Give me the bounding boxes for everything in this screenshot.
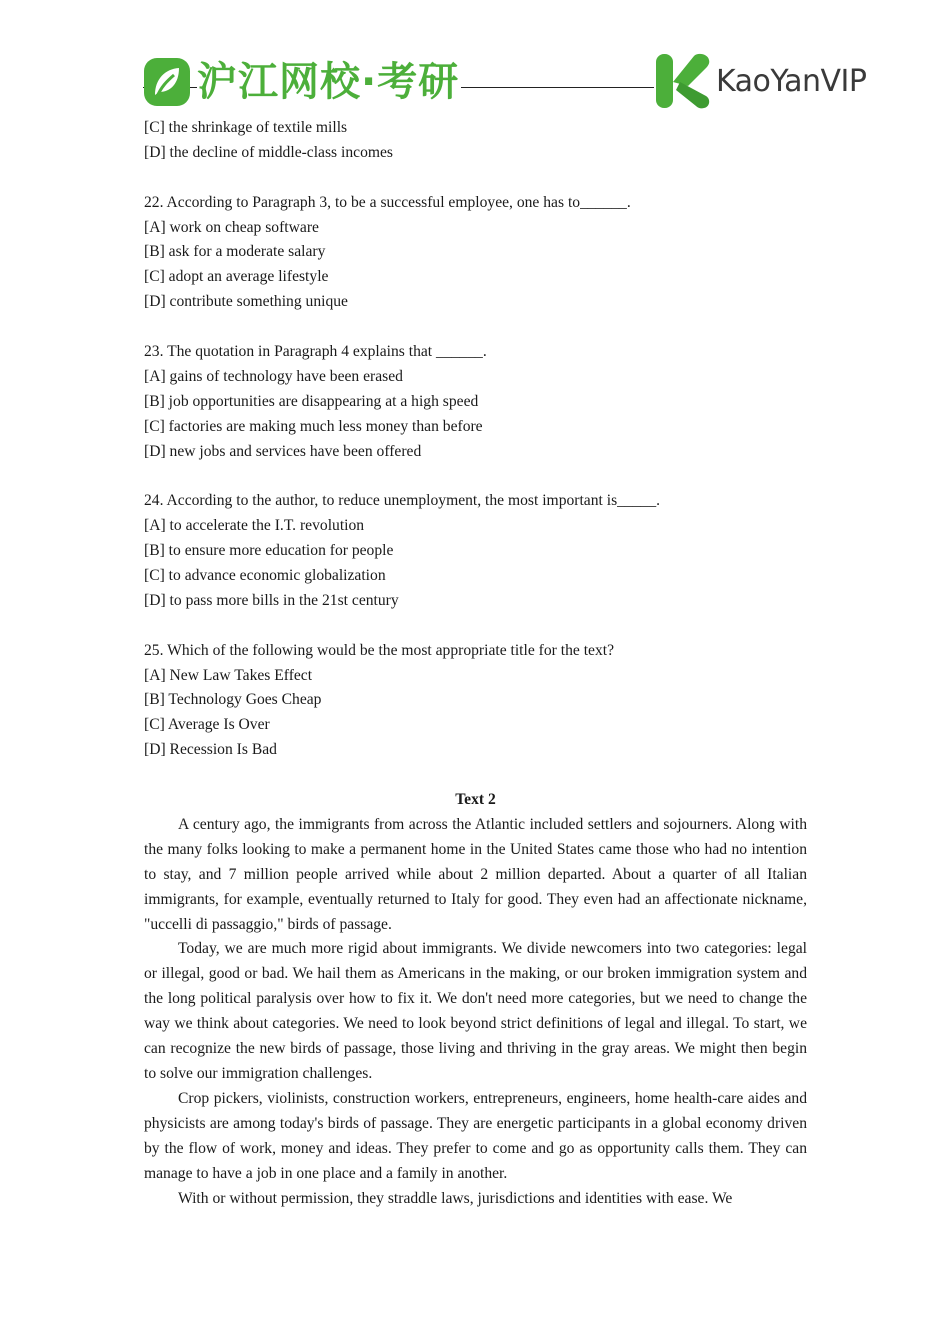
- option-text: [A] gains of technology have been erased: [144, 367, 403, 385]
- question-stem: 25. Which of the following would be the most appropriate title for the text?: [144, 641, 615, 659]
- option-text: [C] to advance economic globalization: [144, 567, 386, 585]
- option-text: [D] contribute something unique: [144, 293, 348, 311]
- option-text: [C] adopt an average lifestyle: [144, 268, 329, 286]
- option-text: [D] the decline of middle-class incomes: [144, 143, 393, 161]
- option-text: [A] to accelerate the I.T. revolution: [144, 517, 365, 535]
- question-24: [144, 489, 807, 613]
- option-text: [D] new jobs and services have been offered: [144, 442, 422, 460]
- page-header: [0, 0, 950, 120]
- section-title: Text 2: [455, 791, 496, 809]
- option-text: [D] Recession Is Bad: [144, 741, 277, 759]
- passage-paragraph: Today, we are much more rigid about immigrants. We divide newcomers into two categories: legal or illegal, good or bad. We hail them as Americans in the making, or our broken immigration system and the long political paralysis over how to fix it. We don't need more categories, but we need to change the way we think about categories. We need to look beyond strict definitions of legal and illegal. To start, we can recognize the new birds of passage, those living and thriving in the gray areas. We might then begin to solve our immigration challenges.: [144, 940, 807, 1082]
- option-text: [B] ask for a moderate salary: [144, 243, 326, 261]
- question-22: [144, 191, 807, 315]
- passage-paragraph: With or without permission, they straddle laws, jurisdictions and identities with ease. We: [178, 1189, 733, 1207]
- k-logo-icon: [654, 52, 712, 110]
- option-text: [B] to ensure more education for people: [144, 542, 394, 560]
- leaf-icon: [143, 57, 191, 107]
- question-25: [144, 639, 807, 763]
- option-text: [D] to pass more bills in the 21st century: [144, 591, 399, 609]
- document-body: [144, 116, 807, 1211]
- question-stem: 22. According to Paragraph 3, to be a successful employee, one has to______.: [144, 193, 631, 211]
- kaoyanvip-logo: [654, 52, 866, 110]
- option-text: [C] factories are making much less money than before: [144, 417, 483, 435]
- hujiang-logo: [143, 55, 461, 109]
- hujiang-logo-text: 沪江网校·考研: [197, 59, 460, 105]
- option-text: [B] Technology Goes Cheap: [144, 691, 322, 709]
- question-23: [144, 340, 807, 464]
- passage-paragraph: A century ago, the immigrants from across the Atlantic included settlers and sojourners. Along with the many folks looking to make a permanent home in the United States came those who had no intention to stay, and 7 million people arrived while about 2 million departed. About a quarter of all Italian immigrants, for example, eventually returned to Italy for good. They even had an affectionate nickname, "uccelli di passaggio," birds of passage.: [144, 815, 807, 933]
- option-text: [A] work on cheap software: [144, 218, 319, 236]
- kaoyanvip-logo-text: KaoYanVIP: [716, 63, 867, 99]
- option-text: [B] job opportunities are disappearing at a high speed: [144, 392, 479, 410]
- option-text: [A] New Law Takes Effect: [144, 666, 313, 684]
- option-text: [C] the shrinkage of textile mills: [144, 119, 348, 136]
- option-text: [C] Average Is Over: [144, 716, 270, 734]
- passage-paragraph: Crop pickers, violinists, construction workers, entrepreneurs, engineers, home health-care aides and physicists are among today's birds of passage. They are energetic participants in a global economy driven by the flow of work, money and ideas. They prefer to come and go as opportunity calls them. They can manage to have a job in one place and a family in another.: [144, 1089, 807, 1182]
- question-stem: 23. The quotation in Paragraph 4 explains that ______.: [144, 343, 487, 361]
- question-stem: 24. According to the author, to reduce unemployment, the most important is_____.: [144, 492, 661, 510]
